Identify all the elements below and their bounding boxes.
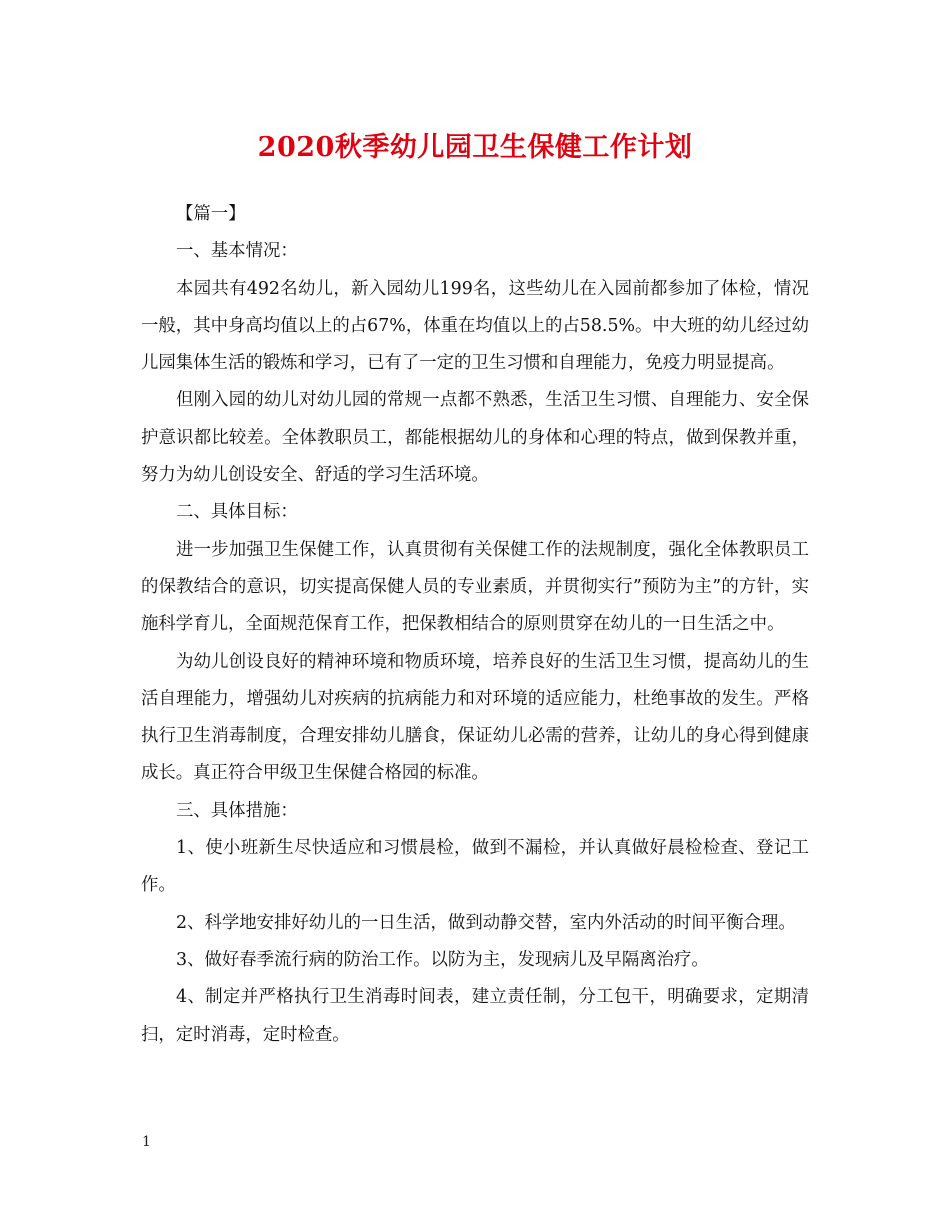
paragraph-goal-environment: 为幼儿创设良好的精神环境和物质环境，培养良好的生活卫生习惯，提高幼儿的生活自理能力，增强幼儿对疾病的抗病能力和对环境的适应能力，杜绝事故的发生。严格执行卫生消毒制度，合理安排幼儿膳食，保证幼儿必需的营养，让幼儿的身心得到健康成长。真正符合甲级卫生保健合格园的标准。: [141, 651, 809, 784]
measure-item-2: 2、科学地安排好幼儿的一日生活，做到动静交替，室内外活动的时间平衡合理。: [176, 912, 796, 933]
paragraph-new-children: 但刚入园的幼儿对幼儿园的常规一点都不熟悉，生活卫生习惯、自理能力、安全保护意识都比较差。全体教职员工，都能根据幼儿的身体和心理的特点，做到保教并重，努力为幼儿创设安全、舒适的学习生活环境。: [141, 390, 809, 486]
section-heading-basic-situation: 一、基本情况：: [176, 241, 298, 262]
document-body: [141, 196, 809, 1054]
measure-item-3: 3、做好春季流行病的防治工作。以防为主，发现病儿及早隔离治疗。: [176, 949, 709, 970]
page-number: 1: [142, 1134, 151, 1150]
paragraph-enrollment: 本园共有492名幼儿，新入园幼儿199名，这些幼儿在入园前都参加了体检，情况一般，其中身高均值以上的占67%，体重在均值以上的占58.5%。中大班的幼儿经过幼儿园集体生活的锻炼和学习，已有了一定的卫生习惯和自理能力，免疫力明显提高。: [141, 278, 809, 374]
measure-item-4: 4、制定并严格执行卫生消毒时间表，建立责任制，分工包干，明确要求，定期清扫，定时消毒，定时检查。: [141, 987, 809, 1045]
measure-item-1: 1、使小班新生尽快适应和习惯晨检，做到不漏检，并认真做好晨检检查、登记工作。: [141, 838, 809, 896]
section-marker: 【篇一】: [176, 204, 246, 224]
paragraph-goal-health-work: 进一步加强卫生保健工作，认真贯彻有关保健工作的法规制度，强化全体教职员工的保教结合的意识，切实提高保健人员的专业素质，并贯彻实行”预防为主”的方针，实施科学育儿，全面规范保育工作，把保教相结合的原则贯穿在幼儿的一日生活之中。: [141, 539, 809, 635]
section-heading-goals: 二、具体目标：: [176, 502, 298, 523]
document-title: 2020秋季幼儿园卫生保健工作计划: [257, 132, 693, 163]
section-heading-measures: 三、具体措施：: [176, 800, 298, 821]
